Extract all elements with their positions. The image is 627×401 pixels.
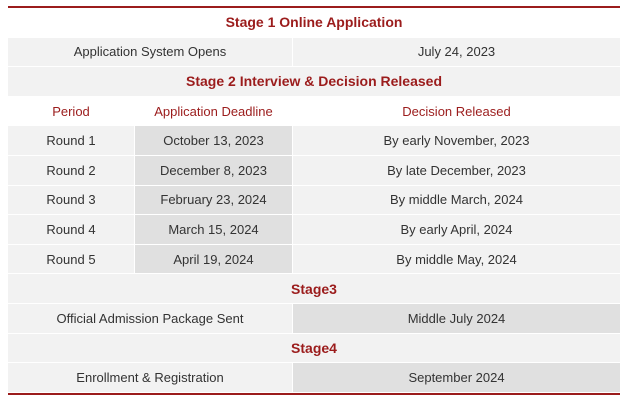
stage3-header-row [8,274,620,304]
deadline-cell: April 19, 2024 [135,245,293,274]
decision-cell: By early April, 2024 [293,215,620,244]
stage1-title: Stage 1 Online Application [225,14,403,31]
column-header-period: Period [8,97,135,126]
period-cell: Round 4 [8,215,135,244]
table-row [8,215,620,245]
stage1-header-row [8,8,620,38]
stage3-row [8,304,620,334]
deadline-cell: March 15, 2024 [135,215,293,244]
stage4-title: Stage4 [291,339,337,356]
stage1-label: Application System Opens [8,38,293,67]
stage3-value: Middle July 2024 [293,304,620,333]
stage1-row [8,38,620,68]
period-cell: Round 1 [8,126,135,155]
stage4-value: September 2024 [293,363,620,392]
stage3-title: Stage3 [291,280,337,297]
column-header-deadline: Application Deadline [135,97,293,126]
table-row [8,156,620,186]
column-header-decision: Decision Released [293,97,620,126]
stage2-title: Stage 2 Interview & Decision Released [186,73,442,90]
table-row [8,126,620,156]
stage4-header-row [8,334,620,364]
table-row [8,186,620,216]
stage3-label: Official Admission Package Sent [8,304,293,333]
decision-cell: By middle March, 2024 [293,186,620,215]
bottom-rule [8,393,620,395]
decision-cell: By late December, 2023 [293,156,620,185]
stage4-label: Enrollment & Registration [8,363,293,392]
admission-timeline-table [8,6,620,395]
deadline-cell: February 23, 2024 [135,186,293,215]
deadline-cell: October 13, 2023 [135,126,293,155]
table-row [8,245,620,275]
deadline-cell: December 8, 2023 [135,156,293,185]
stage2-column-headers [8,97,620,127]
decision-cell: By middle May, 2024 [293,245,620,274]
period-cell: Round 3 [8,186,135,215]
decision-cell: By early November, 2023 [293,126,620,155]
stage2-header-row [8,67,620,97]
stage4-row [8,363,620,393]
period-cell: Round 2 [8,156,135,185]
stage1-value: July 24, 2023 [293,38,620,67]
period-cell: Round 5 [8,245,135,274]
